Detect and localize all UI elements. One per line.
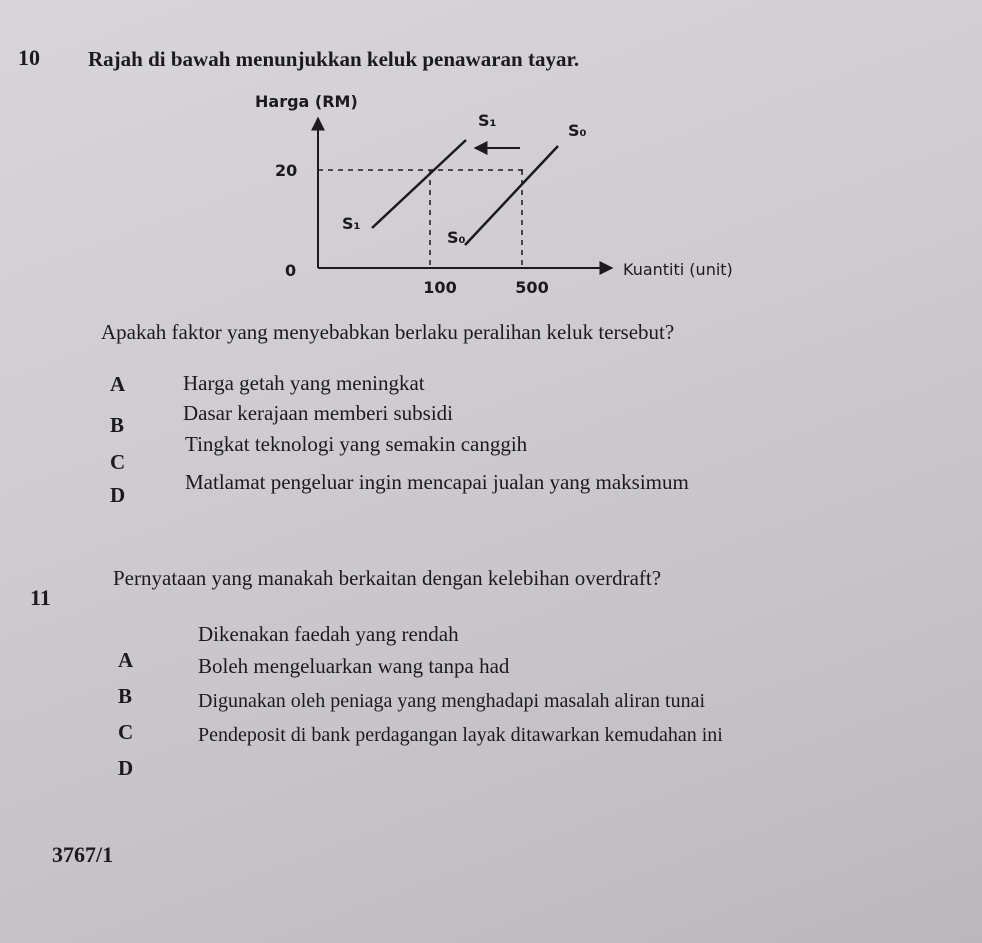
s0-bottom-label: S₀ [447, 228, 466, 247]
q11-option-c-text[interactable]: Digunakan oleh peniaga yang menghadapi masalah aliran tunai [198, 690, 706, 712]
question-10-number: 10 [18, 45, 40, 70]
origin-label: 0 [285, 261, 297, 280]
question-10-prompt: Apakah faktor yang menyebabkan berlaku peralihan keluk tersebut? [101, 320, 675, 344]
q11-option-d-letter[interactable]: D [118, 756, 134, 780]
q10-option-a-letter[interactable]: A [110, 372, 126, 396]
x-axis-label: Kuantiti (unit) [623, 260, 733, 279]
q10-option-b-letter[interactable]: B [110, 413, 125, 437]
q11-option-b-text[interactable]: Boleh mengeluarkan wang tanpa had [198, 654, 510, 678]
q11-option-a-text[interactable]: Dikenakan faedah yang rendah [198, 622, 459, 646]
q10-option-c-letter[interactable]: C [110, 450, 126, 474]
q10-option-c-text[interactable]: Tingkat teknologi yang semakin canggih [185, 432, 528, 456]
s1-bottom-label: S₁ [342, 214, 361, 233]
question-11-number: 11 [30, 585, 51, 610]
y-tick-label-20: 20 [275, 161, 298, 180]
x-tick-label-500: 500 [515, 278, 549, 297]
q10-option-a-text[interactable]: Harga getah yang meningkat [183, 371, 425, 395]
q10-option-d-letter[interactable]: D [110, 483, 126, 507]
q11-option-c-letter[interactable]: C [118, 720, 134, 744]
q11-option-b-letter[interactable]: B [118, 684, 133, 708]
q11-option-a-letter[interactable]: A [118, 648, 134, 672]
supply-curve-s0 [465, 146, 558, 245]
q11-option-d-text[interactable]: Pendeposit di bank perdagangan layak ditawarkan kemudahan ini [198, 724, 723, 746]
s1-top-label: S₁ [478, 111, 497, 130]
supply-curve-chart [0, 0, 982, 320]
supply-curve-s1 [372, 140, 466, 228]
question-10-stem: Rajah di bawah menunjukkan keluk penawaran tayar. [88, 47, 580, 71]
y-axis-label: Harga (RM) [255, 92, 358, 111]
s0-top-label: S₀ [568, 121, 587, 140]
q10-option-b-text[interactable]: Dasar kerajaan memberi subsidi [183, 401, 453, 425]
q10-option-d-text[interactable]: Matlamat pengeluar ingin mencapai jualan yang maksimum [185, 470, 689, 494]
question-11-prompt: Pernyataan yang manakah berkaitan dengan kelebihan overdraft? [113, 566, 662, 590]
paper-code: 3767/1 [52, 842, 114, 867]
x-tick-label-100: 100 [423, 278, 457, 297]
